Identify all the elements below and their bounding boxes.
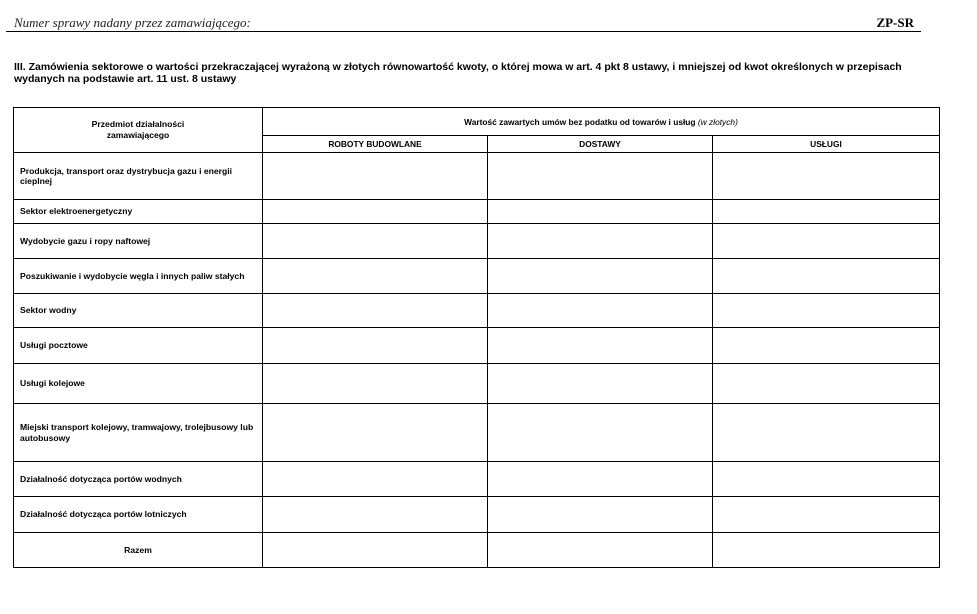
construction-value-cell[interactable] — [263, 259, 488, 294]
supplies-value-cell[interactable] — [488, 200, 713, 224]
row-label: Działalność dotycząca portów wodnych — [14, 462, 263, 497]
construction-value-cell[interactable] — [263, 224, 488, 259]
row-label: Miejski transport kolejowy, tramwajowy, trolejbusowy lub autobusowy — [14, 404, 263, 462]
row-label: Wydobycie gazu i ropy naftowej — [14, 224, 263, 259]
construction-value-cell[interactable] — [263, 328, 488, 364]
column-header-services: USŁUGI — [713, 136, 940, 153]
row-label: Sektor elektroenergetyczny — [14, 200, 263, 224]
supplies-value-cell[interactable] — [488, 404, 713, 462]
row-label: Sektor wodny — [14, 294, 263, 328]
row-label: Działalność dotycząca portów lotniczych — [14, 497, 263, 533]
services-value-cell[interactable] — [713, 153, 940, 200]
supplies-value-cell[interactable] — [488, 224, 713, 259]
services-value-cell[interactable] — [713, 404, 940, 462]
construction-value-cell[interactable] — [263, 364, 488, 404]
construction-value-cell[interactable] — [263, 462, 488, 497]
construction-value-cell[interactable] — [263, 294, 488, 328]
supplies-value-cell[interactable] — [488, 153, 713, 200]
table-row — [14, 200, 940, 224]
value-header-unit: (w złotych) — [697, 116, 738, 127]
value-header — [263, 108, 940, 136]
sector-contracts-table — [13, 107, 940, 568]
supplies-value-cell[interactable] — [488, 497, 713, 533]
table-row — [14, 224, 940, 259]
services-value-cell[interactable] — [713, 259, 940, 294]
construction-value-cell[interactable] — [263, 404, 488, 462]
supplies-value-cell[interactable] — [488, 294, 713, 328]
construction-total-cell[interactable] — [263, 533, 488, 568]
services-value-cell[interactable] — [713, 497, 940, 533]
table-row — [14, 328, 940, 364]
services-value-cell[interactable] — [713, 224, 940, 259]
table-row — [14, 404, 940, 462]
row-label: Usługi kolejowe — [14, 364, 263, 404]
services-value-cell[interactable] — [713, 364, 940, 404]
table-row — [14, 497, 940, 533]
supplies-value-cell[interactable] — [488, 328, 713, 364]
services-value-cell[interactable] — [713, 462, 940, 497]
construction-value-cell[interactable] — [263, 497, 488, 533]
row-label: Usługi pocztowe — [14, 328, 263, 364]
table-row — [14, 462, 940, 497]
services-value-cell[interactable] — [713, 328, 940, 364]
header-bar — [6, 14, 921, 32]
subject-header: Przedmiot działalności zamawiającego — [14, 108, 263, 153]
services-value-cell[interactable] — [713, 200, 940, 224]
value-header-text: Wartość zawartych umów bez podatku od towarów i usług — [464, 116, 696, 127]
case-number-label: Numer sprawy nadany przez zamawiającego: — [14, 15, 251, 30]
table-row — [14, 153, 940, 200]
construction-value-cell[interactable] — [263, 153, 488, 200]
column-header-construction: ROBOTY BUDOWLANE — [263, 136, 488, 153]
supplies-value-cell[interactable] — [488, 259, 713, 294]
section-title: III. Zamówienia sektorowe o wartości przekraczającej wyrażoną w złotych równowartość kwoty, o której mowa w art. 4 pkt 8 ustawy, i mniejszej od kwot określonych w przepisach wydanych na podstawie art. 11 ust. 8 ustawy — [14, 61, 902, 85]
construction-value-cell[interactable] — [263, 200, 488, 224]
row-label: Produkcja, transport oraz dystrybucja gazu i energii cieplnej — [14, 153, 263, 200]
supplies-value-cell[interactable] — [488, 364, 713, 404]
table-row — [14, 259, 940, 294]
services-total-cell[interactable] — [713, 533, 940, 568]
column-header-supplies: DOSTAWY — [488, 136, 713, 153]
total-row — [14, 533, 940, 568]
table-row — [14, 364, 940, 404]
row-label: Poszukiwanie i wydobycie węgla i innych paliw stałych — [14, 259, 263, 294]
services-value-cell[interactable] — [713, 294, 940, 328]
form-code: ZP-SR — [876, 15, 914, 30]
total-label: Razem — [14, 533, 263, 568]
table-row — [14, 294, 940, 328]
supplies-value-cell[interactable] — [488, 462, 713, 497]
supplies-total-cell[interactable] — [488, 533, 713, 568]
